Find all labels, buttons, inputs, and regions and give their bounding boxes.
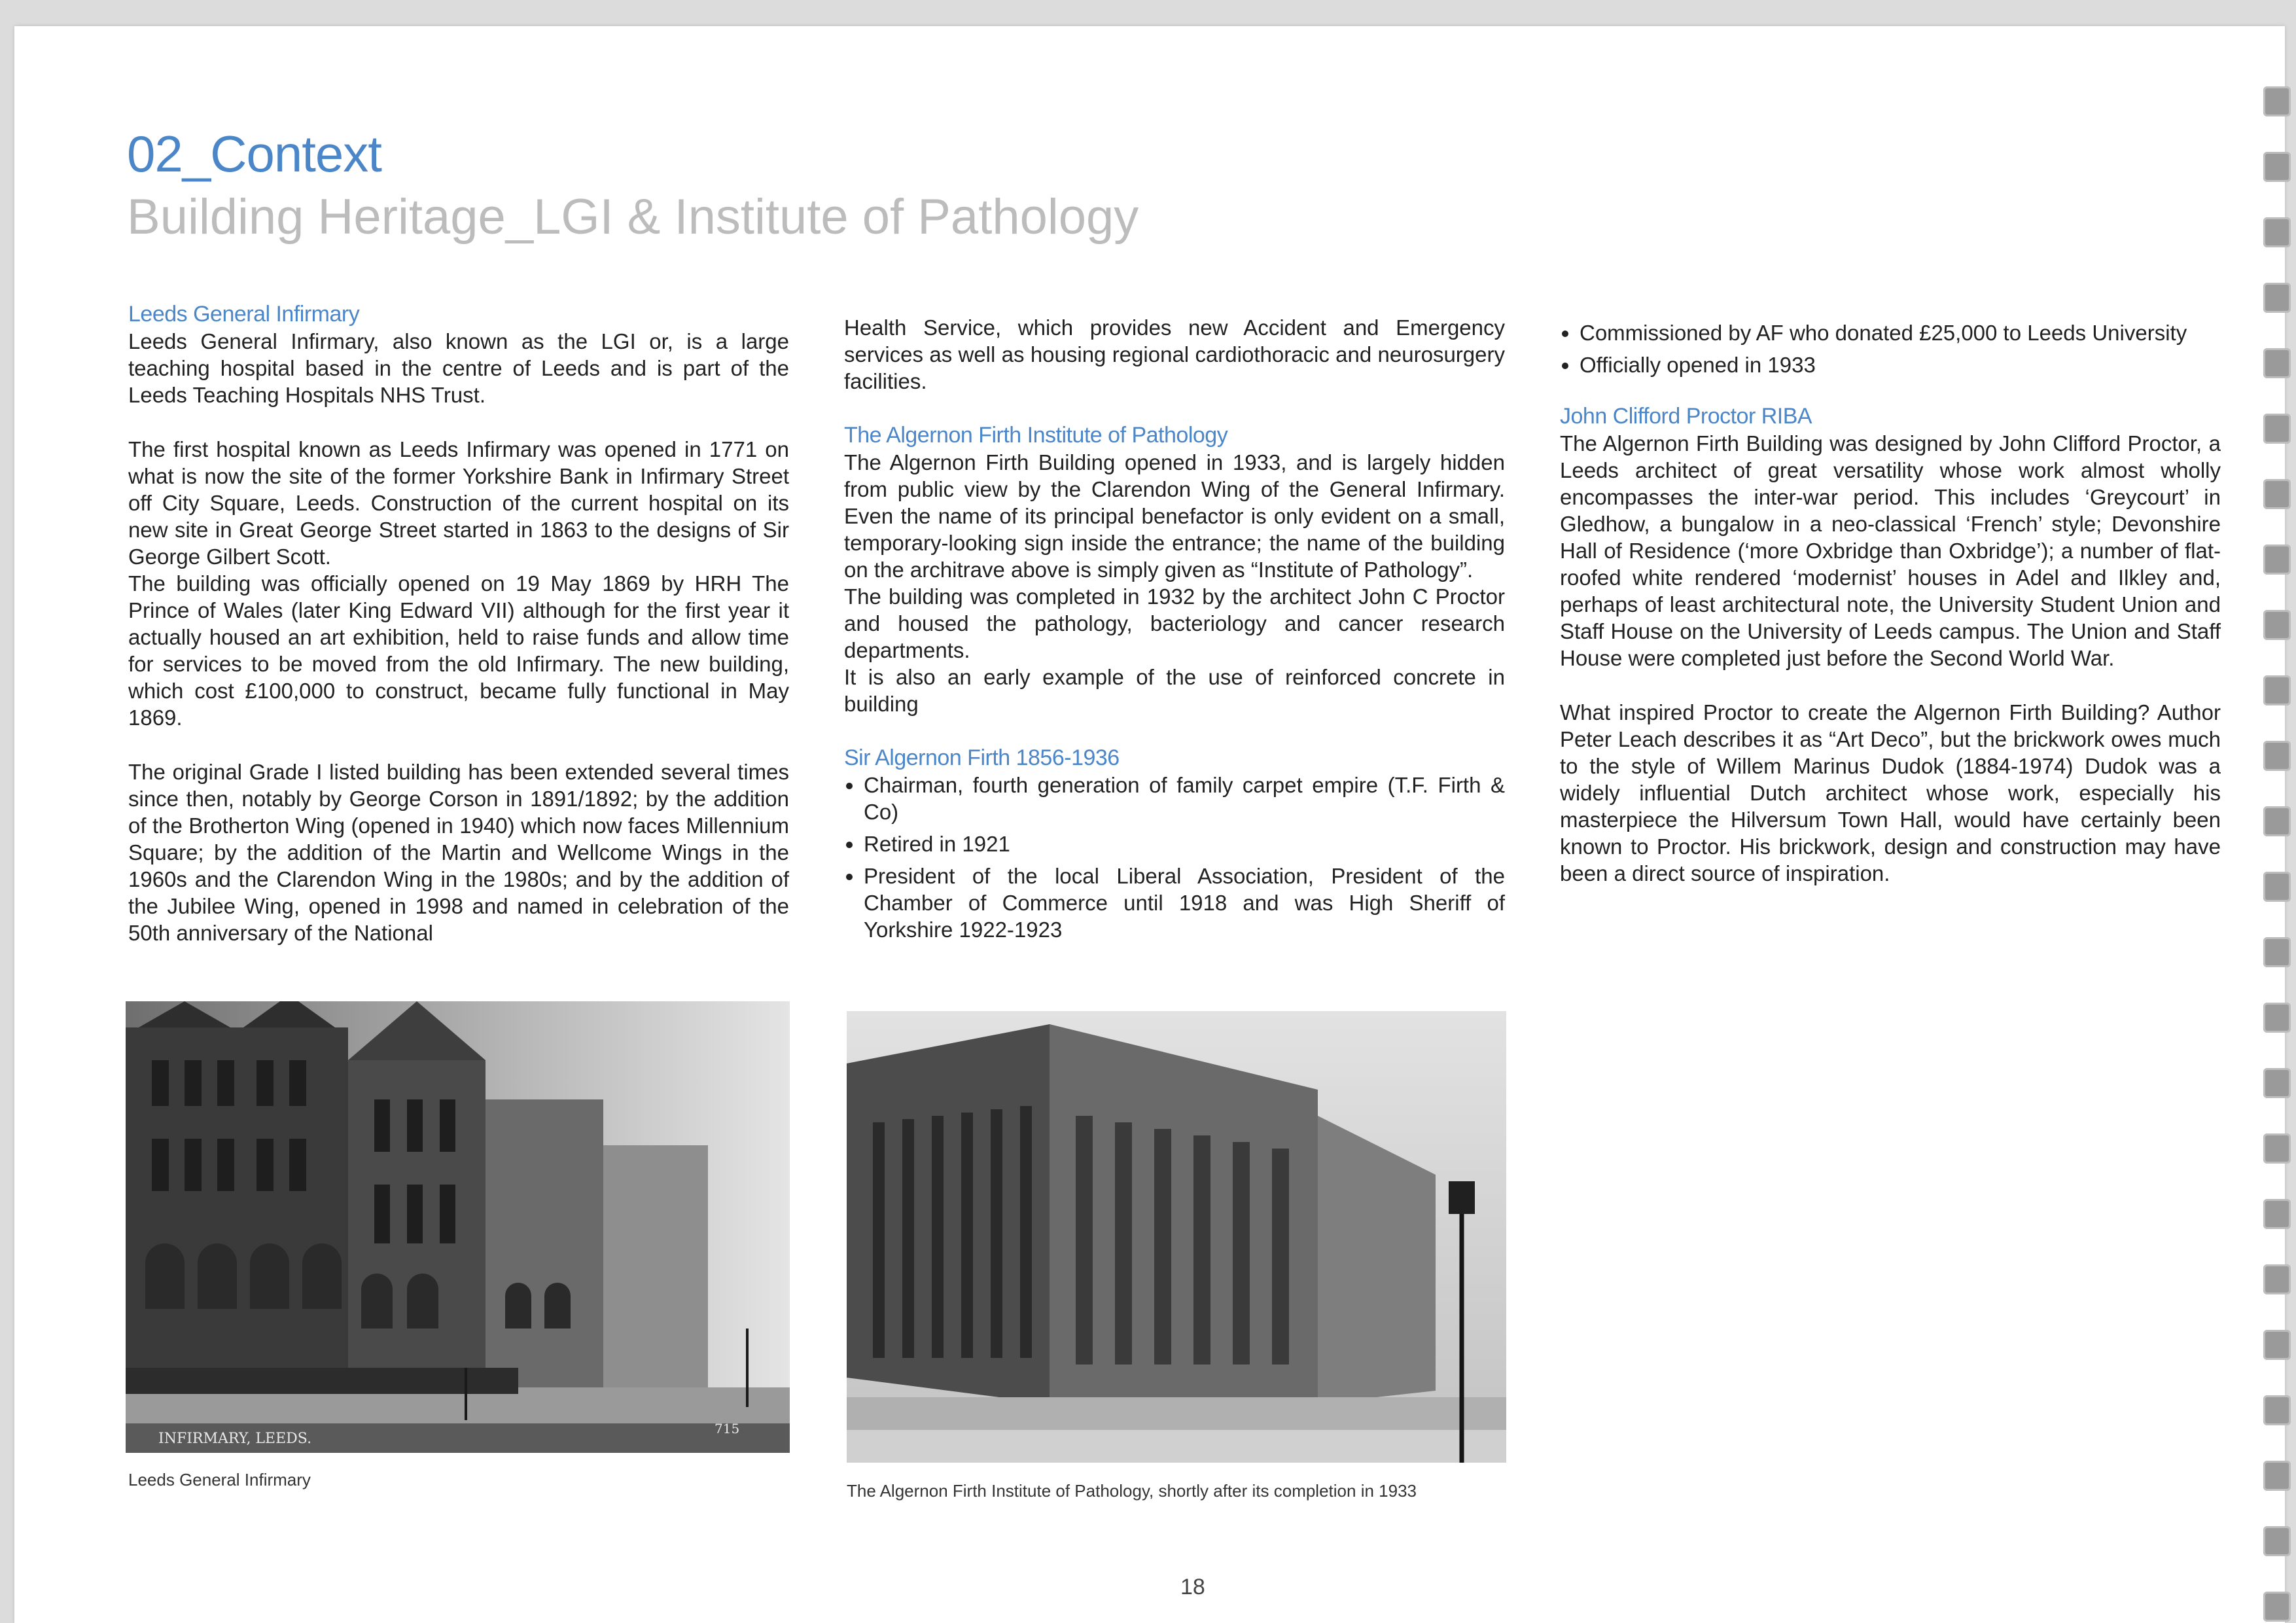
binding-ring — [2263, 414, 2291, 444]
section-heading-firth: Sir Algernon Firth 1856-1936 — [844, 745, 1120, 770]
list-item: • Chairman, fourth generation of family carpet empire (T.F. Firth & Co) — [864, 772, 1505, 825]
page-number: 18 — [1180, 1575, 1205, 1599]
binding-ring — [2263, 1592, 2291, 1622]
bullet-list — [844, 772, 1505, 943]
photo-leeds-general-infirmary — [126, 1001, 790, 1453]
binding-ring — [2263, 1199, 2291, 1229]
photo-number: 715 — [715, 1421, 740, 1436]
caption-photo-1: Leeds General Infirmary — [128, 1470, 311, 1489]
binding-ring — [2263, 283, 2291, 313]
paragraph: Health Service, which provides new Accident and Emergency services as well as housing regional cardiothoracic and neurosurgery facilities. — [844, 315, 1505, 393]
binding-ring — [2263, 86, 2291, 116]
section-heading-lgi: Leeds General Infirmary — [128, 302, 360, 327]
paragraph: The original Grade I listed building has been extended several times since then, notably by George Corson in 1891/1892; by the addition of the Brotherton Wing (opened in 1940) which now faces Millennium Square; by the addition of the Martin and Wellcome Wings in the 1960s and the Clarendon Wing in the 1980s; and by the addition of the Jubilee Wing, opened in 1998 and named in celebration of the 50th anniversary of the National — [128, 760, 789, 945]
binding-ring — [2263, 1330, 2291, 1360]
caption-photo-2: The Algernon Firth Institute of Pathology, shortly after its completion in 1933 — [847, 1481, 1417, 1501]
text-column-3 — [1560, 319, 2221, 887]
infirmary-illustration — [126, 1001, 790, 1453]
section-heading-proctor: John Clifford Proctor RIBA — [1560, 404, 1812, 429]
binding-ring — [2263, 1133, 2291, 1164]
binding-ring — [2263, 806, 2291, 836]
binding-ring — [2263, 610, 2291, 640]
text-column-2 — [844, 314, 1505, 948]
binding-ring — [2263, 152, 2291, 182]
list-item: • President of the local Liberal Association, President of the Chamber of Commerce until 1918 and was High Sheriff of Yorkshire 1922-1923 — [864, 863, 1505, 943]
paragraph: It is also an early example of the use of reinforced concrete in building — [844, 665, 1505, 716]
binding-ring — [2263, 1461, 2291, 1491]
binding-ring — [2263, 348, 2291, 378]
paragraph: The Algernon Firth Building opened in 1933, and is largely hidden from public view by the Clarendon Wing of the General Infirmary. Even the name of its principal benefactor is only evident on a small, temporary-looking sign inside the entrance; the name of the building on the architrave above is simply given as “Institute of Pathology”. — [844, 450, 1505, 582]
binding-ring — [2263, 1068, 2291, 1098]
list-item: • Retired in 1921 — [864, 830, 1505, 857]
binding-ring — [2263, 1264, 2291, 1294]
spiral-binding — [2259, 0, 2296, 1623]
page-subtitle: Building Heritage_LGI & Institute of Pathology — [127, 189, 1139, 245]
institute-illustration — [847, 1011, 1506, 1463]
paragraph: What inspired Proctor to create the Algernon Firth Building? Author Peter Leach describes it as “Art Deco”, but the brickwork owes much to the style of Willem Marinus Dudok (1884-1974) Dudok was a widely influential Dutch architect whose work, especially his masterpiece the Hilversum Town Hall, would have certainly been known to Proctor. His brickwork, design and construction may have been a direct source of inspiration. — [1560, 700, 2221, 885]
paragraph: The building was officially opened on 19 May 1869 by HRH The Prince of Wales (later King Edward VII) although for the first year it actually housed an art exhibition, held to raise funds and allow time for services to be moved from the old Infirmary. The new building, which cost £100,000 to construct, became fully functional in May 1869. — [128, 571, 789, 730]
section-heading-institute: The Algernon Firth Institute of Pathology — [844, 423, 1228, 448]
binding-ring — [2263, 1395, 2291, 1425]
photo-label: INFIRMARY, LEEDS. — [158, 1431, 312, 1447]
paragraph: The Algernon Firth Building was designed by John Clifford Proctor, a Leeds architect of great versatility whose work almost wholly encompasses the inter-war period. This includes ‘Greycourt’ in Gledhow, a bungalow in a neo-classical ‘French’ style; Devonshire Hall of Residence (‘more Oxbridge than Oxbridge’); a number of flat-roofed white rendered ‘modernist’ houses in Adel and Ilkley and, perhaps of least architectural note, the University Student Union and Staff House on the University of Leeds campus. The Union and Staff House were completed just before the Second World War. — [1560, 431, 2221, 670]
list-item: • Commissioned by AF who donated £25,000 to Leeds University — [1580, 319, 2221, 346]
binding-ring — [2263, 544, 2291, 575]
bullet-list — [1560, 319, 2221, 378]
binding-ring — [2263, 872, 2291, 902]
photo-algernon-firth-institute — [847, 1011, 1506, 1463]
binding-ring — [2263, 217, 2291, 247]
text-column-1 — [128, 301, 789, 946]
document-page — [14, 26, 2285, 1623]
binding-ring — [2263, 1526, 2291, 1556]
paragraph: Leeds General Infirmary, also known as the LGI or, is a large teaching hospital based in the centre of Leeds and is part of the Leeds Teaching Hospitals NHS Trust. — [128, 329, 789, 407]
list-item: • Officially opened in 1933 — [1580, 351, 2221, 378]
binding-ring — [2263, 937, 2291, 967]
page-title: 02_Context — [127, 125, 381, 183]
binding-ring — [2263, 1003, 2291, 1033]
binding-ring — [2263, 479, 2291, 509]
binding-ring — [2263, 741, 2291, 771]
paragraph: The first hospital known as Leeds Infirmary was opened in 1771 on what is now the site of the former Yorkshire Bank in Infirmary Street off City Square, Leeds. Construction of the current hospital on its new site in Great George Street started in 1863 to the designs of Sir George Gilbert Scott. — [128, 437, 789, 569]
paragraph: The building was completed in 1932 by the architect John C Proctor and housed the pathology, bacteriology and cancer research departments. — [844, 584, 1505, 662]
binding-ring — [2263, 675, 2291, 705]
